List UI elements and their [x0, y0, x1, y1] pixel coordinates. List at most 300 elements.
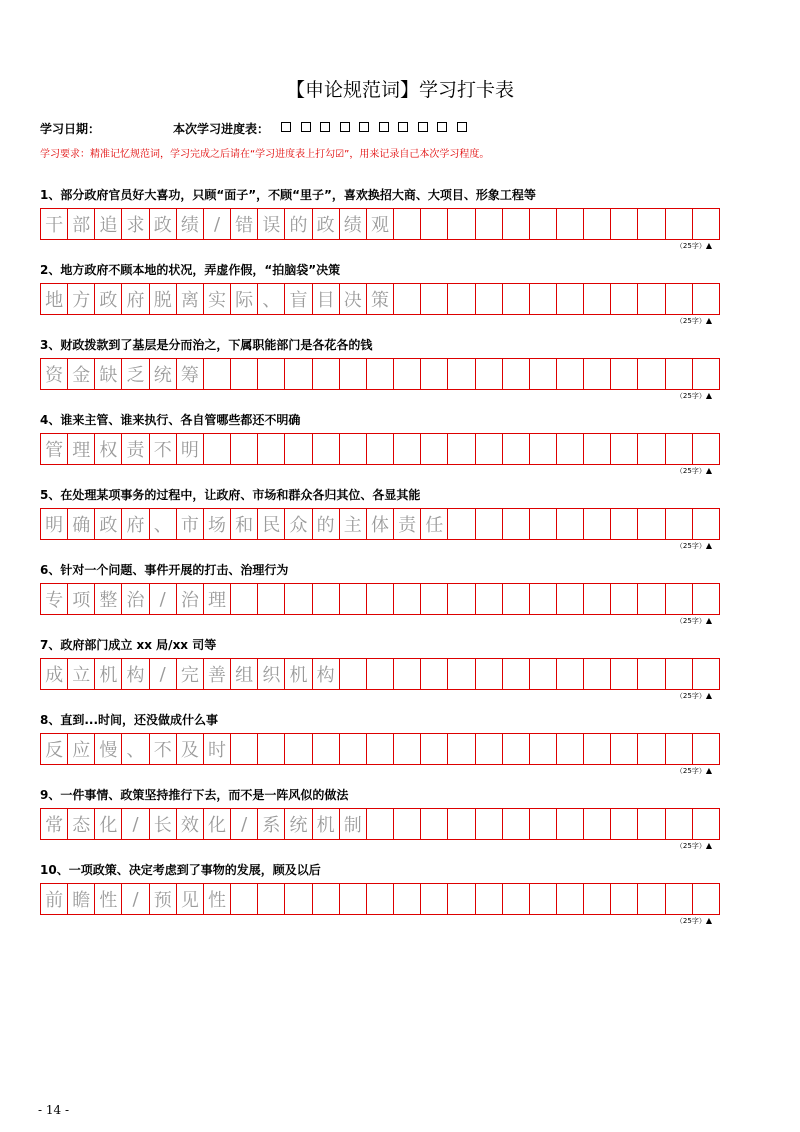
grid-cell[interactable]	[584, 658, 611, 690]
grid-cell[interactable]: 慢	[95, 733, 122, 765]
triangle-icon: ▲	[705, 916, 712, 925]
grid-cell[interactable]: /	[204, 208, 231, 240]
answer-grid	[40, 883, 720, 915]
grid-cell[interactable]: 化	[95, 808, 122, 840]
grid-cell[interactable]	[258, 583, 285, 615]
grid-cell[interactable]	[421, 883, 448, 915]
answer-grid	[40, 808, 720, 840]
grid-cell[interactable]	[638, 808, 665, 840]
grid-cell[interactable]	[693, 808, 720, 840]
question-text: 4、谁来主管、谁来执行、各自管哪些都还不明确	[40, 413, 301, 427]
grid-cell[interactable]	[693, 583, 720, 615]
progress-checkbox[interactable]	[398, 122, 408, 132]
grid-cell[interactable]: 、	[258, 283, 285, 315]
grid-cell[interactable]	[557, 283, 584, 315]
grid-cell[interactable]	[693, 883, 720, 915]
grid-cell[interactable]	[530, 358, 557, 390]
grid-cell[interactable]	[530, 208, 557, 240]
grid-cell[interactable]: 明	[41, 508, 68, 540]
grid-cell[interactable]: 追	[95, 208, 122, 240]
answer-grid	[40, 208, 720, 240]
grid-cell[interactable]	[557, 358, 584, 390]
grid-cell[interactable]	[394, 208, 421, 240]
grid-cell[interactable]	[638, 433, 665, 465]
grid-cell[interactable]	[394, 658, 421, 690]
triangle-icon: ▲	[705, 241, 712, 250]
grid-cell[interactable]	[584, 283, 611, 315]
grid-cell[interactable]	[666, 358, 693, 390]
grid-cell[interactable]	[394, 808, 421, 840]
progress-checkbox[interactable]	[457, 122, 467, 132]
grid-cell[interactable]	[421, 808, 448, 840]
grid-cell[interactable]	[693, 283, 720, 315]
grid-cell[interactable]	[421, 733, 448, 765]
grid-cell[interactable]	[313, 583, 340, 615]
grid-cell[interactable]: 场	[204, 508, 231, 540]
grid-cell[interactable]	[693, 208, 720, 240]
grid-cell[interactable]: 前	[41, 883, 68, 915]
grid-cell[interactable]	[557, 583, 584, 615]
grid-cell[interactable]	[448, 358, 475, 390]
grid-cell[interactable]	[530, 433, 557, 465]
grid-cell[interactable]	[448, 808, 475, 840]
grid-cell[interactable]	[367, 433, 394, 465]
grid-cell[interactable]	[340, 733, 367, 765]
grid-cell[interactable]	[476, 508, 503, 540]
grid-cell[interactable]	[285, 358, 312, 390]
grid-cell[interactable]: 金	[68, 358, 95, 390]
grid-cell[interactable]	[503, 583, 530, 615]
grid-cell[interactable]	[638, 583, 665, 615]
grid-cell[interactable]: /	[122, 883, 149, 915]
grid-cell[interactable]	[611, 808, 638, 840]
grid-cell[interactable]: /	[231, 808, 258, 840]
grid-cell[interactable]: 政	[313, 208, 340, 240]
grid-cell[interactable]: 善	[204, 658, 231, 690]
grid-cell[interactable]	[448, 883, 475, 915]
grid-cell[interactable]	[666, 283, 693, 315]
grid-cell[interactable]	[313, 733, 340, 765]
grid-cell[interactable]	[557, 208, 584, 240]
grid-cell[interactable]: 任	[421, 508, 448, 540]
grid-cell[interactable]	[611, 433, 638, 465]
grid-cell[interactable]	[231, 433, 258, 465]
grid-cell[interactable]: 绩	[340, 208, 367, 240]
grid-cell[interactable]: 、	[150, 508, 177, 540]
grid-cell[interactable]: 观	[367, 208, 394, 240]
grid-cell[interactable]: 常	[41, 808, 68, 840]
grid-cell[interactable]: 系	[258, 808, 285, 840]
grid-cell[interactable]	[340, 358, 367, 390]
grid-cell[interactable]: 、	[122, 733, 149, 765]
grid-cell[interactable]: 民	[258, 508, 285, 540]
grid-cell[interactable]	[231, 883, 258, 915]
grid-cell[interactable]: 性	[204, 883, 231, 915]
grid-cell[interactable]	[448, 208, 475, 240]
grid-cell[interactable]	[666, 583, 693, 615]
grid-cell[interactable]	[476, 733, 503, 765]
question-text: 10、一项政策、决定考虑到了事物的发展，顾及以后	[40, 863, 321, 877]
grid-cell[interactable]: 项	[68, 583, 95, 615]
grid-cell[interactable]	[448, 433, 475, 465]
grid-cell[interactable]	[503, 658, 530, 690]
grid-cell[interactable]	[285, 583, 312, 615]
exercise-item	[40, 561, 720, 626]
grid-cell[interactable]	[693, 358, 720, 390]
grid-cell[interactable]	[530, 808, 557, 840]
grid-cell[interactable]	[611, 733, 638, 765]
exercise-item	[40, 786, 720, 851]
grid-cell[interactable]	[530, 883, 557, 915]
triangle-icon: ▲	[705, 841, 712, 850]
grid-cell[interactable]	[503, 508, 530, 540]
grid-cell[interactable]	[693, 658, 720, 690]
grid-cell[interactable]: 市	[177, 508, 204, 540]
grid-cell[interactable]	[421, 658, 448, 690]
grid-cell[interactable]: 组	[231, 658, 258, 690]
grid-cell[interactable]	[448, 583, 475, 615]
progress-checkbox[interactable]	[281, 122, 291, 132]
progress-checkbox[interactable]	[437, 122, 447, 132]
grid-cell[interactable]	[584, 883, 611, 915]
grid-cell[interactable]	[421, 358, 448, 390]
grid-cell[interactable]: 际	[231, 283, 258, 315]
grid-cell[interactable]	[313, 358, 340, 390]
grid-cell[interactable]	[503, 808, 530, 840]
grid-cell[interactable]: 统	[285, 808, 312, 840]
grid-cell[interactable]	[476, 283, 503, 315]
grid-cell[interactable]	[448, 283, 475, 315]
grid-cell[interactable]	[666, 808, 693, 840]
grid-cell[interactable]: 理	[204, 583, 231, 615]
grid-cell[interactable]	[394, 433, 421, 465]
char-count-text: （25字）	[675, 542, 706, 550]
question-text: 5、在处理某项事务的过程中，让政府、市场和群众各归其位、各显其能	[40, 488, 421, 502]
grid-cell[interactable]	[258, 358, 285, 390]
grid-cell[interactable]: 实	[204, 283, 231, 315]
grid-cell[interactable]	[394, 358, 421, 390]
progress-checkbox[interactable]	[379, 122, 389, 132]
grid-cell[interactable]: 管	[41, 433, 68, 465]
char-count-label	[40, 466, 720, 476]
grid-cell[interactable]: 机	[313, 808, 340, 840]
grid-cell[interactable]: 治	[177, 583, 204, 615]
exercise-item	[40, 261, 720, 326]
grid-cell[interactable]	[503, 733, 530, 765]
grid-cell[interactable]: 错	[231, 208, 258, 240]
grid-cell[interactable]	[557, 808, 584, 840]
grid-cell[interactable]	[557, 883, 584, 915]
grid-cell[interactable]: 乏	[122, 358, 149, 390]
grid-cell[interactable]: 地	[41, 283, 68, 315]
grid-cell[interactable]	[285, 433, 312, 465]
grid-cell[interactable]: 的	[313, 508, 340, 540]
grid-cell[interactable]: 成	[41, 658, 68, 690]
grid-cell[interactable]: 资	[41, 358, 68, 390]
grid-cell[interactable]: 主	[340, 508, 367, 540]
grid-cell[interactable]: 缺	[95, 358, 122, 390]
grid-cell[interactable]	[503, 358, 530, 390]
grid-cell[interactable]	[448, 658, 475, 690]
grid-cell[interactable]: 应	[68, 733, 95, 765]
grid-cell[interactable]	[394, 733, 421, 765]
grid-cell[interactable]: /	[150, 583, 177, 615]
grid-cell[interactable]	[476, 433, 503, 465]
grid-cell[interactable]: 决	[340, 283, 367, 315]
grid-cell[interactable]	[285, 883, 312, 915]
grid-cell[interactable]	[666, 883, 693, 915]
grid-cell[interactable]	[476, 883, 503, 915]
grid-cell[interactable]: 化	[204, 808, 231, 840]
grid-cell[interactable]	[530, 583, 557, 615]
question-text: 6、针对一个问题、事件开展的打击、治理行为	[40, 563, 289, 577]
grid-cell[interactable]	[285, 733, 312, 765]
grid-cell[interactable]	[611, 508, 638, 540]
grid-cell[interactable]	[530, 658, 557, 690]
grid-cell[interactable]	[638, 208, 665, 240]
grid-cell[interactable]	[204, 358, 231, 390]
char-count-text: （25字）	[675, 617, 706, 625]
grid-cell[interactable]	[313, 883, 340, 915]
grid-cell[interactable]	[693, 733, 720, 765]
grid-cell[interactable]	[394, 583, 421, 615]
grid-cell[interactable]: 构	[122, 658, 149, 690]
grid-cell[interactable]	[530, 508, 557, 540]
grid-cell[interactable]: 态	[68, 808, 95, 840]
grid-cell[interactable]	[258, 733, 285, 765]
grid-cell[interactable]: 织	[258, 658, 285, 690]
grid-cell[interactable]	[394, 283, 421, 315]
question-text: 1、部分政府官员好大喜功，只顾“面子”，不顾“里子”，喜欢换招大商、大项目、形象工程等	[40, 188, 536, 202]
grid-cell[interactable]: 干	[41, 208, 68, 240]
grid-cell[interactable]	[557, 508, 584, 540]
grid-cell[interactable]: 专	[41, 583, 68, 615]
grid-cell[interactable]	[340, 583, 367, 615]
grid-cell[interactable]	[340, 433, 367, 465]
grid-cell[interactable]: 政	[95, 283, 122, 315]
grid-cell[interactable]: 误	[258, 208, 285, 240]
grid-cell[interactable]	[476, 808, 503, 840]
char-count-text: （25字）	[675, 242, 706, 250]
grid-cell[interactable]	[340, 883, 367, 915]
triangle-icon: ▲	[705, 691, 712, 700]
grid-cell[interactable]	[666, 658, 693, 690]
grid-cell[interactable]: 立	[68, 658, 95, 690]
grid-cell[interactable]: 长	[150, 808, 177, 840]
progress-checkbox[interactable]	[418, 122, 428, 132]
answer-grid	[40, 658, 720, 690]
progress-checkbox[interactable]	[340, 122, 350, 132]
triangle-icon: ▲	[705, 391, 712, 400]
progress-checkbox[interactable]	[320, 122, 330, 132]
grid-cell[interactable]: 机	[95, 658, 122, 690]
grid-cell[interactable]	[666, 733, 693, 765]
grid-cell[interactable]: 方	[68, 283, 95, 315]
grid-cell[interactable]	[693, 433, 720, 465]
grid-cell[interactable]: 明	[177, 433, 204, 465]
question-text: 7、政府部门成立 xx 局/xx 司等	[40, 638, 217, 652]
grid-cell[interactable]: 统	[150, 358, 177, 390]
grid-cell[interactable]	[611, 583, 638, 615]
grid-cell[interactable]: 不	[150, 433, 177, 465]
grid-cell[interactable]	[367, 658, 394, 690]
grid-cell[interactable]	[503, 433, 530, 465]
progress-label: 本次学习进度表：	[173, 122, 270, 136]
grid-cell[interactable]	[503, 208, 530, 240]
grid-cell[interactable]: 瞻	[68, 883, 95, 915]
grid-cell[interactable]: 政	[95, 508, 122, 540]
grid-cell[interactable]	[231, 733, 258, 765]
grid-cell[interactable]: 众	[285, 508, 312, 540]
grid-cell[interactable]	[666, 508, 693, 540]
grid-cell[interactable]	[503, 283, 530, 315]
grid-cell[interactable]	[476, 658, 503, 690]
progress-checkbox[interactable]	[359, 122, 369, 132]
grid-cell[interactable]	[584, 433, 611, 465]
char-count-label	[40, 241, 720, 251]
grid-cell[interactable]	[693, 508, 720, 540]
grid-cell[interactable]	[638, 508, 665, 540]
char-count-text: （25字）	[675, 317, 706, 325]
triangle-icon: ▲	[705, 766, 712, 775]
grid-cell[interactable]: 理	[68, 433, 95, 465]
grid-cell[interactable]	[258, 883, 285, 915]
grid-cell[interactable]: 效	[177, 808, 204, 840]
grid-cell[interactable]	[421, 208, 448, 240]
grid-cell[interactable]	[421, 283, 448, 315]
grid-cell[interactable]	[394, 883, 421, 915]
grid-cell[interactable]	[258, 433, 285, 465]
grid-cell[interactable]	[584, 208, 611, 240]
grid-cell[interactable]: 脱	[150, 283, 177, 315]
grid-cell[interactable]: 责	[122, 433, 149, 465]
grid-cell[interactable]: 确	[68, 508, 95, 540]
grid-cell[interactable]: 绩	[177, 208, 204, 240]
grid-cell[interactable]	[448, 733, 475, 765]
grid-cell[interactable]	[557, 433, 584, 465]
grid-cell[interactable]	[584, 508, 611, 540]
grid-cell[interactable]	[313, 433, 340, 465]
char-count-text: （25字）	[675, 917, 706, 925]
grid-cell[interactable]: 构	[313, 658, 340, 690]
grid-cell[interactable]: 策	[367, 283, 394, 315]
grid-cell[interactable]: /	[150, 658, 177, 690]
answer-grid	[40, 358, 720, 390]
grid-cell[interactable]: 盲	[285, 283, 312, 315]
grid-cell[interactable]	[476, 583, 503, 615]
grid-cell[interactable]	[530, 283, 557, 315]
grid-cell[interactable]	[584, 733, 611, 765]
char-count-label	[40, 691, 720, 701]
grid-cell[interactable]	[231, 358, 258, 390]
progress-checkbox[interactable]	[301, 122, 311, 132]
page-title: 【申论规范词】学习打卡表	[285, 79, 514, 101]
grid-cell[interactable]	[611, 358, 638, 390]
grid-cell[interactable]	[638, 283, 665, 315]
grid-cell[interactable]: 目	[313, 283, 340, 315]
grid-cell[interactable]	[367, 733, 394, 765]
grid-cell[interactable]: 预	[150, 883, 177, 915]
grid-cell[interactable]: 见	[177, 883, 204, 915]
grid-cell[interactable]	[421, 583, 448, 615]
grid-cell[interactable]: 制	[340, 808, 367, 840]
grid-cell[interactable]: 不	[150, 733, 177, 765]
grid-cell[interactable]	[476, 358, 503, 390]
triangle-icon: ▲	[705, 466, 712, 475]
grid-cell[interactable]	[204, 433, 231, 465]
grid-cell[interactable]	[367, 583, 394, 615]
grid-cell[interactable]: 体	[367, 508, 394, 540]
grid-cell[interactable]	[611, 883, 638, 915]
grid-cell[interactable]: 性	[95, 883, 122, 915]
grid-cell[interactable]	[584, 358, 611, 390]
grid-cell[interactable]	[638, 733, 665, 765]
grid-cell[interactable]	[557, 658, 584, 690]
exercise-item	[40, 486, 720, 551]
grid-cell[interactable]	[231, 583, 258, 615]
grid-cell[interactable]	[557, 733, 584, 765]
grid-cell[interactable]	[584, 808, 611, 840]
grid-cell[interactable]	[530, 733, 557, 765]
grid-cell[interactable]	[340, 658, 367, 690]
grid-cell[interactable]	[367, 883, 394, 915]
grid-cell[interactable]: 责	[394, 508, 421, 540]
grid-cell[interactable]	[611, 208, 638, 240]
study-requirement: 学习要求：精准记忆规范词，学习完成之后请在“学习进度表上打勾☑”，用来记录自己本次学习程度。	[40, 149, 490, 160]
grid-cell[interactable]: 治	[122, 583, 149, 615]
grid-cell[interactable]: 政	[150, 208, 177, 240]
grid-cell[interactable]	[666, 208, 693, 240]
grid-cell[interactable]: 机	[285, 658, 312, 690]
grid-cell[interactable]: 部	[68, 208, 95, 240]
char-count-label	[40, 616, 720, 626]
answer-grid	[40, 733, 720, 765]
grid-cell[interactable]: 筹	[177, 358, 204, 390]
grid-cell[interactable]	[584, 583, 611, 615]
char-count-text: （25字）	[675, 392, 706, 400]
grid-cell[interactable]	[367, 358, 394, 390]
grid-cell[interactable]	[421, 433, 448, 465]
triangle-icon: ▲	[705, 316, 712, 325]
grid-cell[interactable]: /	[122, 808, 149, 840]
answer-grid	[40, 283, 720, 315]
grid-cell[interactable]: 府	[122, 508, 149, 540]
grid-cell[interactable]	[367, 808, 394, 840]
grid-cell[interactable]	[611, 658, 638, 690]
grid-cell[interactable]	[476, 208, 503, 240]
grid-cell[interactable]: 时	[204, 733, 231, 765]
grid-cell[interactable]: 反	[41, 733, 68, 765]
grid-cell[interactable]	[448, 508, 475, 540]
question-text: 2、地方政府不顾本地的状况，弄虚作假，“拍脑袋”决策	[40, 263, 341, 277]
grid-cell[interactable]: 权	[95, 433, 122, 465]
grid-cell[interactable]: 完	[177, 658, 204, 690]
grid-cell[interactable]: 离	[177, 283, 204, 315]
grid-cell[interactable]	[611, 283, 638, 315]
grid-cell[interactable]: 及	[177, 733, 204, 765]
grid-cell[interactable]: 求	[122, 208, 149, 240]
char-count-label	[40, 766, 720, 776]
grid-cell[interactable]	[666, 433, 693, 465]
grid-cell[interactable]	[638, 358, 665, 390]
grid-cell[interactable]: 和	[231, 508, 258, 540]
grid-cell[interactable]: 整	[95, 583, 122, 615]
grid-cell[interactable]	[503, 883, 530, 915]
grid-cell[interactable]: 府	[122, 283, 149, 315]
grid-cell[interactable]	[638, 883, 665, 915]
grid-cell[interactable]	[638, 658, 665, 690]
grid-cell[interactable]: 的	[285, 208, 312, 240]
